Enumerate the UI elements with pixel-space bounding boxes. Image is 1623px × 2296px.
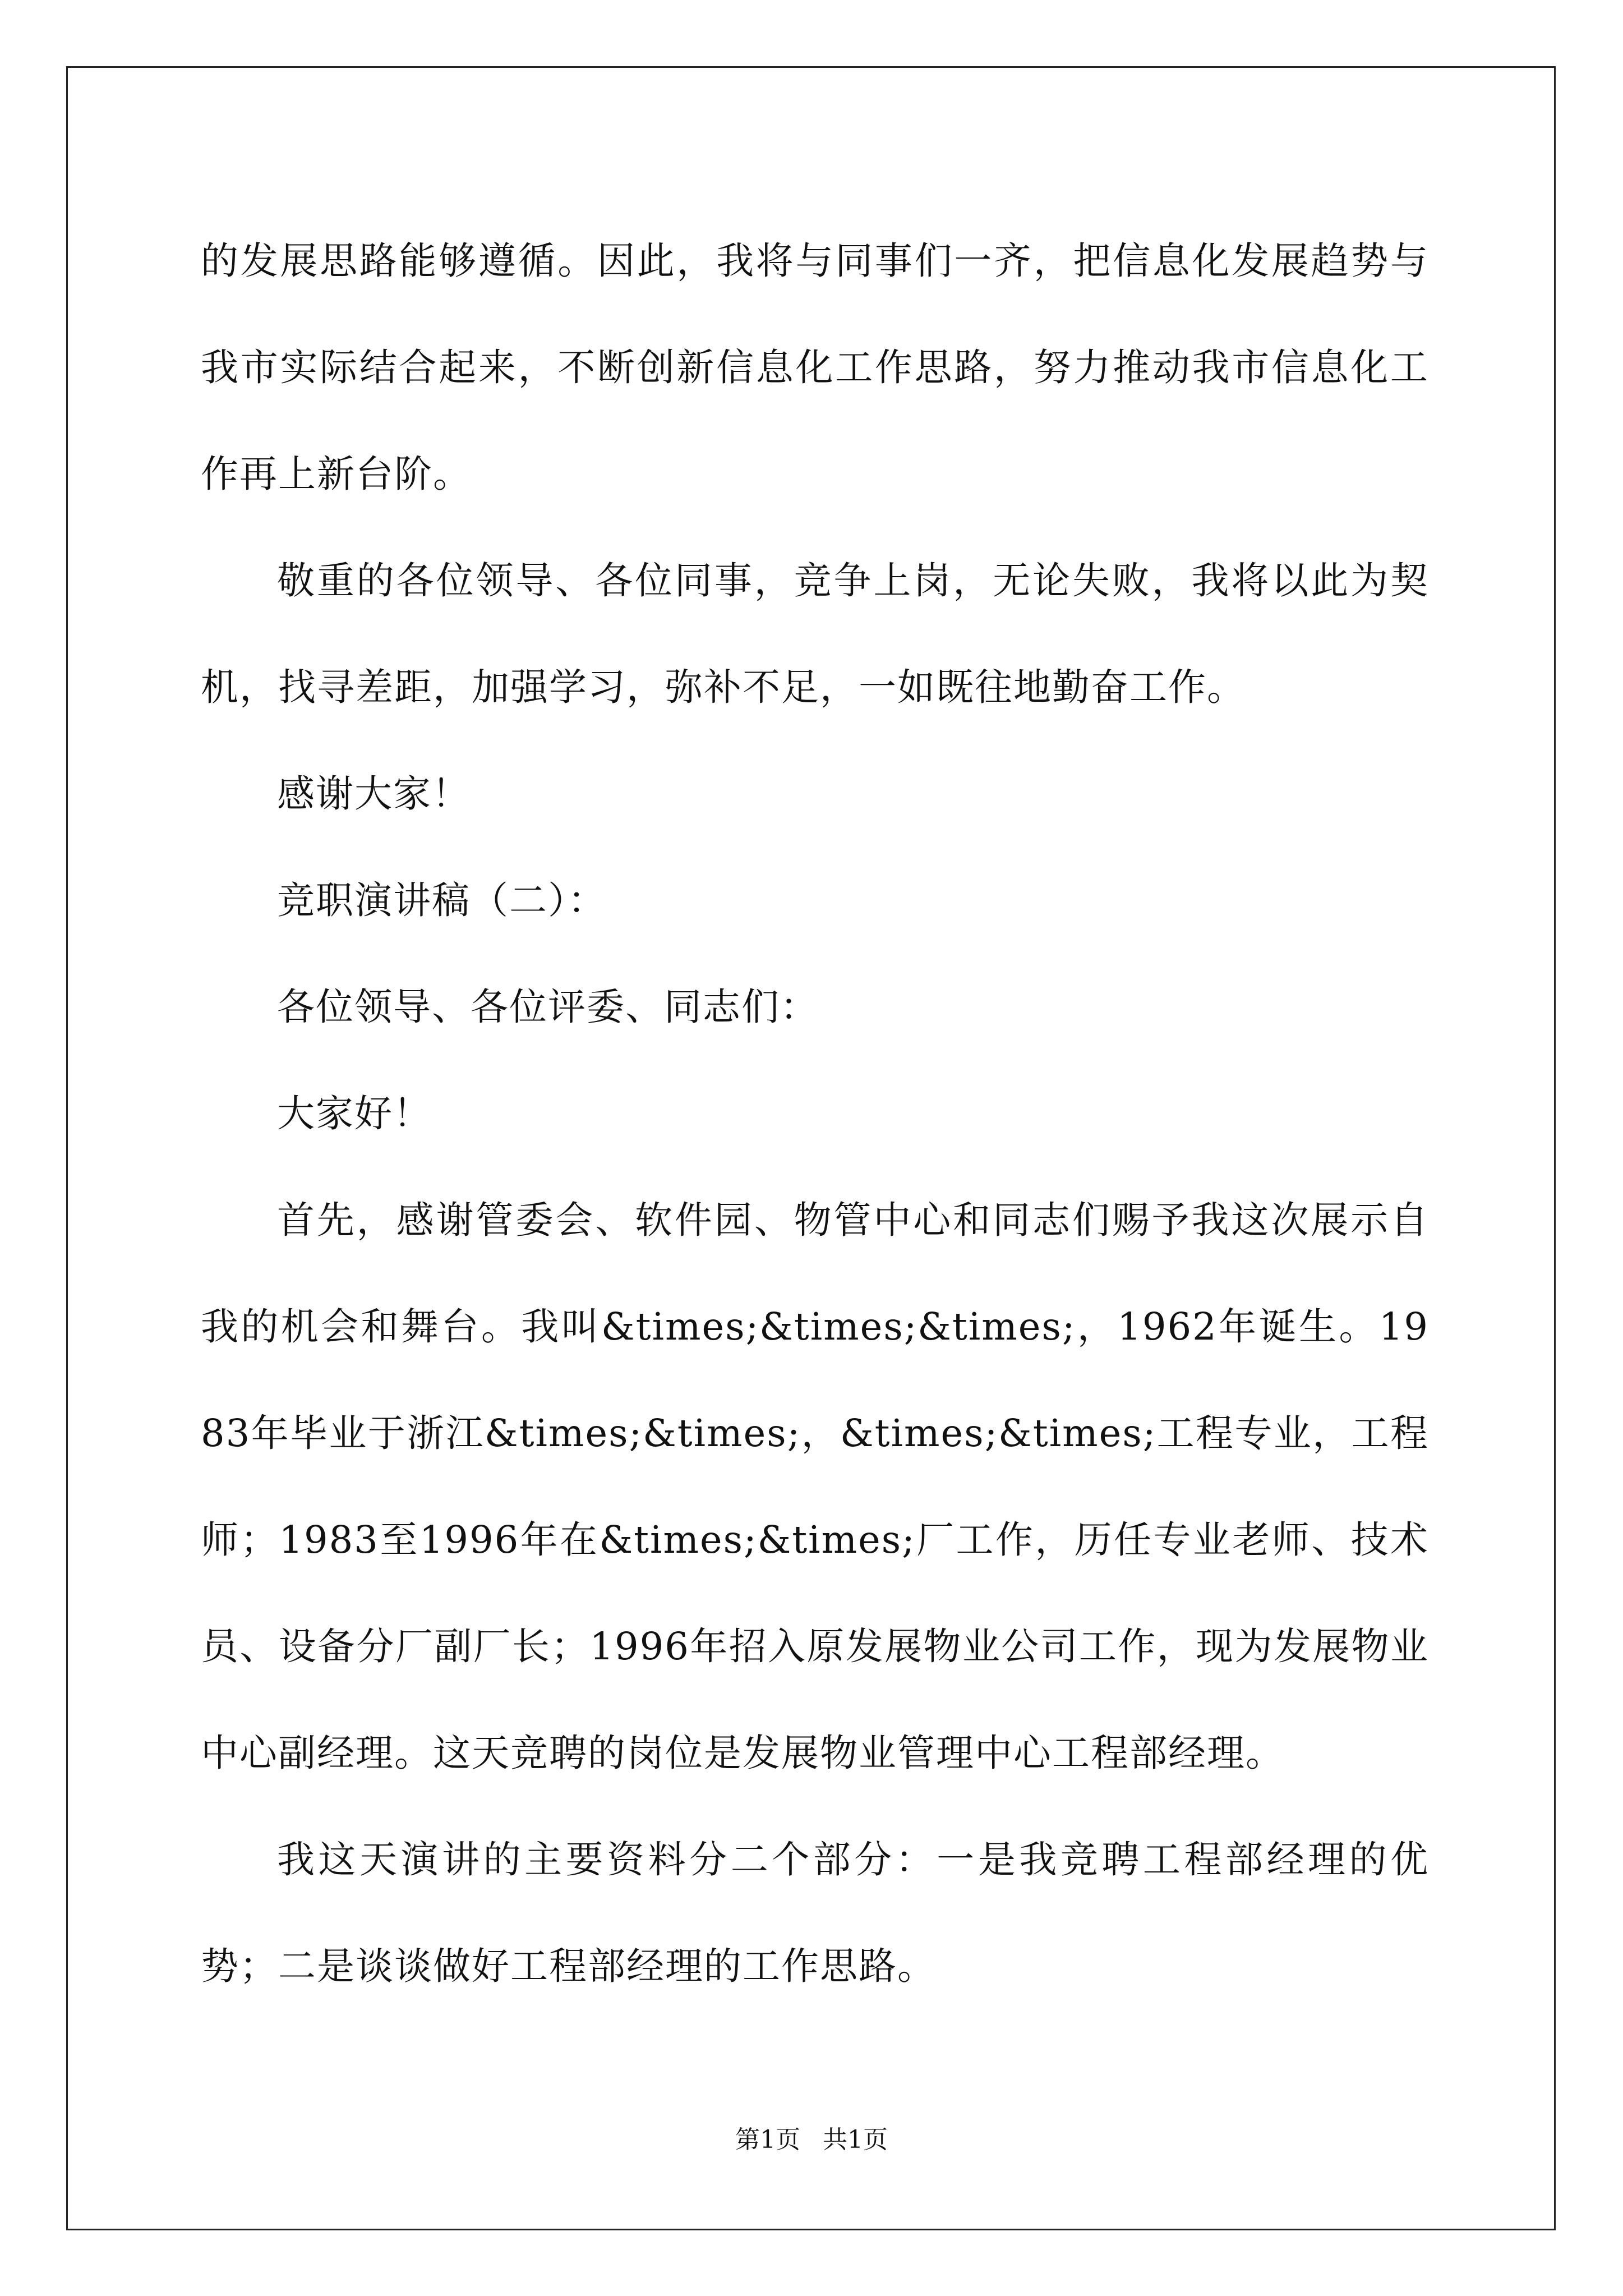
paragraph: 我这天演讲的主要资料分二个部分：一是我竞聘工程部经理的优势；二是谈谈做好工程部经理的工作思路。 [201,1838,1429,1988]
paragraph: 敬重的各位领导、各位同事，竞争上岗，无论失败，我将以此为契机，找寻差距，加强学习，弥补不足，一如既往地勤奋工作。 [201,559,1429,709]
page-number: 第1页 [735,2125,800,2154]
page-total: 共1页 [823,2125,888,2154]
paragraph: 的发展思路能够遵循。因此，我将与同事们一齐，把信息化发展趋势与我市实际结合起来，不断创新信息化工作思路，努力推动我市信息化工作再上新台阶。 [201,239,1429,496]
paragraph: 首先，感谢管委会、软件园、物管中心和同志们赐予我这次展示自我的机会和舞台。我叫&times;&times;&times;，1962年诞生。1983年毕业于浙江&times;&times;，&times;&times;工程专业，工程师；1983至1996年在&times;&times;厂工作，历任专业老师、技术员、设备分厂副厂长；1996年招入原发展物业公司工作，现为发展物业中心副经理。这天竞聘的岗位是发展物业管理中心工程部经理。 [201,1198,1429,1775]
paragraph: 感谢大家！ [277,772,471,816]
paragraph: 各位领导、各位评委、同志们： [277,985,819,1029]
paragraph: 大家好！ [277,1092,432,1135]
document-body [201,208,1429,2019]
page-footer [0,2119,1623,2155]
paragraph: 竞职演讲稿（二）： [277,878,607,922]
